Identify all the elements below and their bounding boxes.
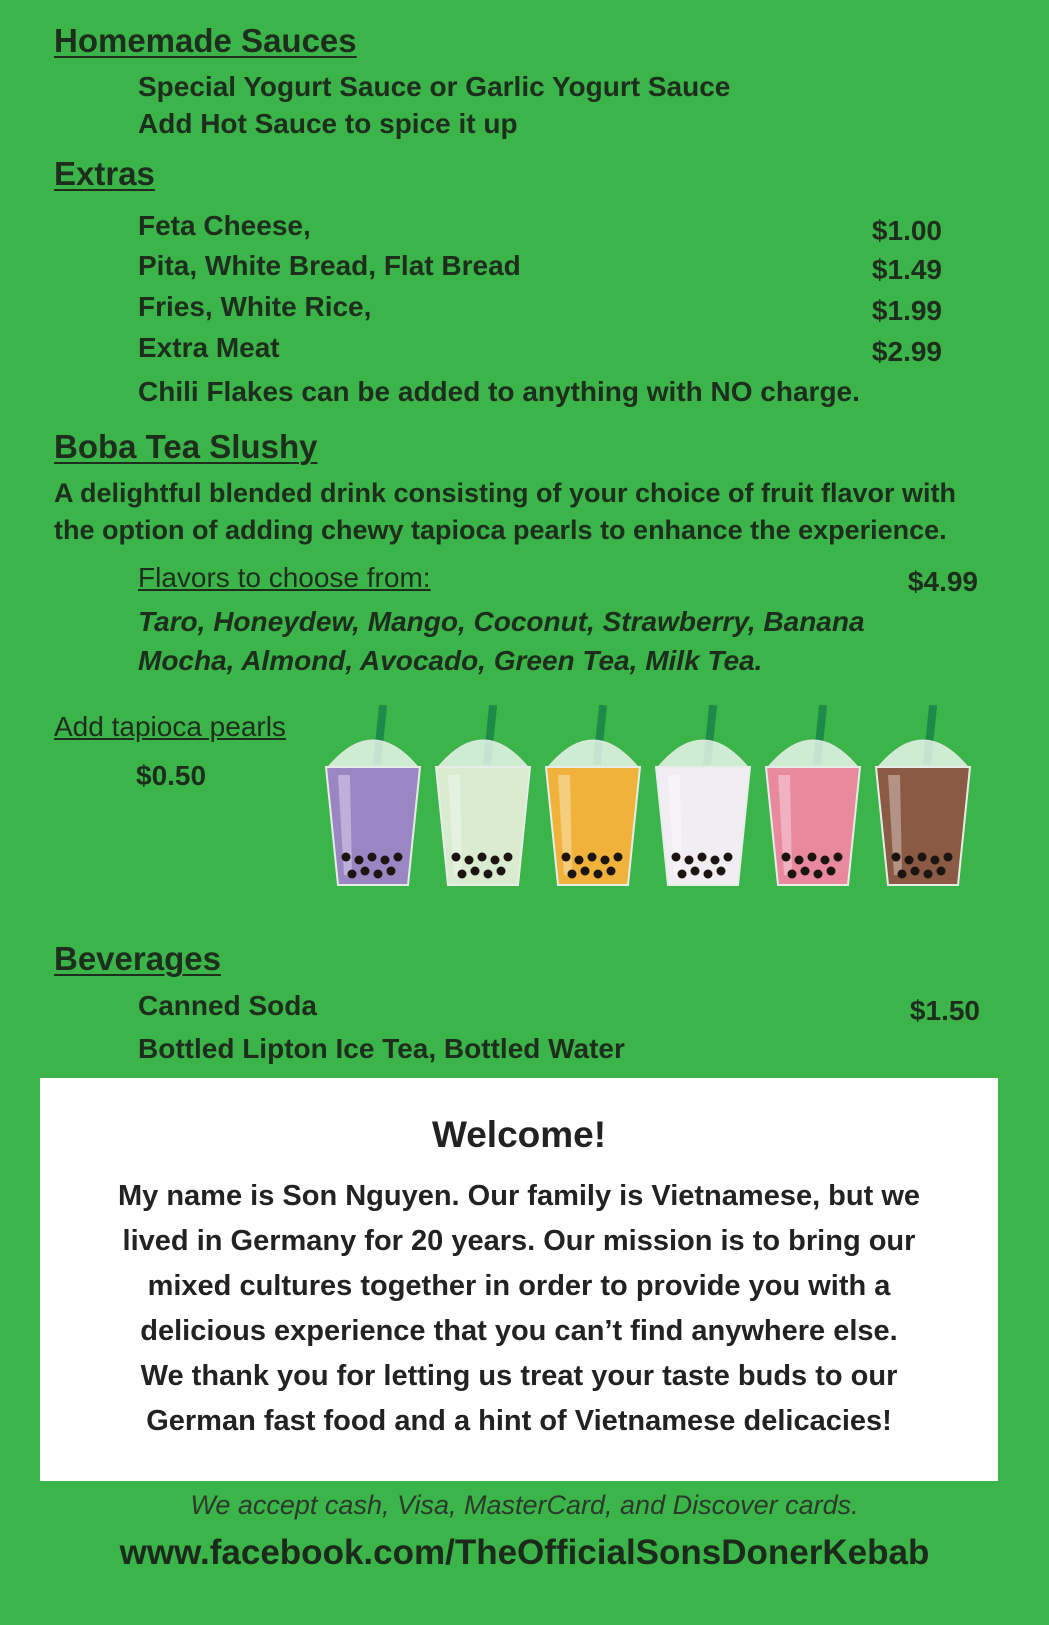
tapioca-pearl [827, 867, 836, 876]
boba-cup [766, 705, 860, 885]
tapioca-pearl [361, 867, 370, 876]
cup-lid [658, 740, 748, 767]
tapioca-pearl [452, 853, 461, 862]
welcome-line: delicious experience that you can’t find anywhere else. [140, 1315, 898, 1347]
tapioca-pearl [471, 867, 480, 876]
section-heading-boba: Boba Tea Slushy [54, 428, 318, 465]
boba-cup [326, 705, 420, 885]
extra-item-price: $2.99 [871, 336, 942, 367]
tapioca-pearl [342, 853, 351, 862]
boba-cups-graphic [320, 705, 985, 935]
tapioca-pearl [834, 853, 843, 862]
flavor-list: Mocha, Almond, Avocado, Green Tea, Milk Tea. [138, 645, 763, 676]
boba-cup [436, 705, 530, 885]
tapioca-pearl [685, 856, 694, 865]
tapioca-pearl [491, 856, 500, 865]
tapioca-pearl [918, 853, 927, 862]
tapioca-pearl [937, 867, 946, 876]
welcome-line: German fast food and a hint of Vietnamese delicacies! [146, 1405, 892, 1437]
facebook-link[interactable]: www.facebook.com/TheOfficialSonsDonerKebab [119, 1533, 930, 1572]
tapioca-pearl [465, 856, 474, 865]
tapioca-pearl [911, 867, 920, 876]
tapioca-pearl [607, 867, 616, 876]
tapioca-pearl [788, 870, 797, 879]
tapioca-price: $0.50 [136, 760, 207, 791]
tapioca-pearl [497, 867, 506, 876]
welcome-line: lived in Germany for 20 years. Our mission is to bring our [122, 1225, 916, 1257]
tapioca-pearl [601, 856, 610, 865]
tapioca-pearl [678, 870, 687, 879]
tapioca-pearl [504, 853, 513, 862]
tapioca-pearl [575, 856, 584, 865]
extra-item-price: $1.49 [871, 254, 942, 285]
boba-description: A delightful blended drink consisting of your choice of fruit flavor with [54, 478, 957, 508]
cup-lid [438, 740, 528, 767]
beverage-line: Canned Soda [138, 990, 317, 1021]
extra-item-name: Fries, White Rice, [138, 291, 372, 322]
tapioca-pearl [795, 856, 804, 865]
tapioca-pearl [808, 853, 817, 862]
tapioca-pearl [368, 853, 377, 862]
flavors-label: Flavors to choose from: [138, 562, 431, 593]
payment-note: We accept cash, Visa, MasterCard, and Discover cards. [190, 1490, 859, 1520]
tapioca-pearl [717, 867, 726, 876]
tapioca-pearl [898, 870, 907, 879]
tapioca-pearl [594, 870, 603, 879]
tapioca-pearl [614, 853, 623, 862]
tapioca-pearl [944, 853, 953, 862]
tapioca-pearl [355, 856, 364, 865]
tapioca-pearl [568, 870, 577, 879]
flavor-list: Taro, Honeydew, Mango, Coconut, Strawberry, Banana [138, 606, 865, 637]
extra-item-name: Extra Meat [138, 332, 280, 363]
tapioca-pearl [892, 853, 901, 862]
section-heading-extras: Extras [54, 155, 155, 192]
welcome-line: My name is Son Nguyen. Our family is Vietnamese, but we [117, 1180, 921, 1212]
tapioca-label: Add tapioca pearls [54, 711, 286, 742]
tapioca-pearl [381, 856, 390, 865]
boba-cup [876, 705, 970, 885]
tapioca-pearl [478, 853, 487, 862]
boba-price: $4.99 [907, 566, 978, 597]
tapioca-pearl [581, 867, 590, 876]
extras-note: Chili Flakes can be added to anything with NO charge. [138, 376, 860, 407]
sauce-line: Special Yogurt Sauce or Garlic Yogurt Sauce [138, 71, 731, 102]
cup-lid [328, 740, 418, 767]
beverage-price: $1.50 [909, 995, 980, 1026]
tapioca-pearl [348, 870, 357, 879]
cup-lid [548, 740, 638, 767]
extra-item-price: $1.00 [871, 215, 942, 246]
tapioca-pearl [562, 853, 571, 862]
tapioca-pearl [814, 870, 823, 879]
tapioca-pearl [387, 867, 396, 876]
extra-item-name: Pita, White Bread, Flat Bread [138, 250, 521, 281]
welcome-text [80, 1174, 958, 1444]
tapioca-pearl [924, 870, 933, 879]
tapioca-pearl [931, 856, 940, 865]
boba-description: the option of adding chewy tapioca pearls to enhance the experience. [54, 515, 947, 545]
extra-item-name: Feta Cheese, [138, 210, 311, 241]
tapioca-pearl [801, 867, 810, 876]
tapioca-pearl [698, 853, 707, 862]
cup-lid [768, 740, 858, 767]
sauce-line: Add Hot Sauce to spice it up [138, 108, 518, 139]
tapioca-pearl [905, 856, 914, 865]
tapioca-pearl [711, 856, 720, 865]
tapioca-pearl [782, 853, 791, 862]
tapioca-pearl [484, 870, 493, 879]
tapioca-pearl [374, 870, 383, 879]
boba-cup [546, 705, 640, 885]
tapioca-pearl [821, 856, 830, 865]
tapioca-pearl [588, 853, 597, 862]
tapioca-pearl [704, 870, 713, 879]
extra-item-price: $1.99 [871, 295, 942, 326]
cup-lid [878, 740, 968, 767]
tapioca-pearl [724, 853, 733, 862]
welcome-line: mixed cultures together in order to provide you with a [147, 1270, 891, 1302]
tapioca-pearl [672, 853, 681, 862]
welcome-box [40, 1078, 998, 1481]
tapioca-pearl [691, 867, 700, 876]
boba-cup [656, 705, 750, 885]
section-heading-sauces: Homemade Sauces [54, 22, 357, 59]
beverage-line: Bottled Lipton Ice Tea, Bottled Water [138, 1033, 625, 1064]
boba-cups-image [320, 705, 985, 935]
section-heading-beverages: Beverages [54, 940, 221, 977]
welcome-title: Welcome! [431, 1114, 607, 1155]
tapioca-pearl [458, 870, 467, 879]
tapioca-pearl [394, 853, 403, 862]
welcome-line: We thank you for letting us treat your taste buds to our [140, 1360, 898, 1392]
